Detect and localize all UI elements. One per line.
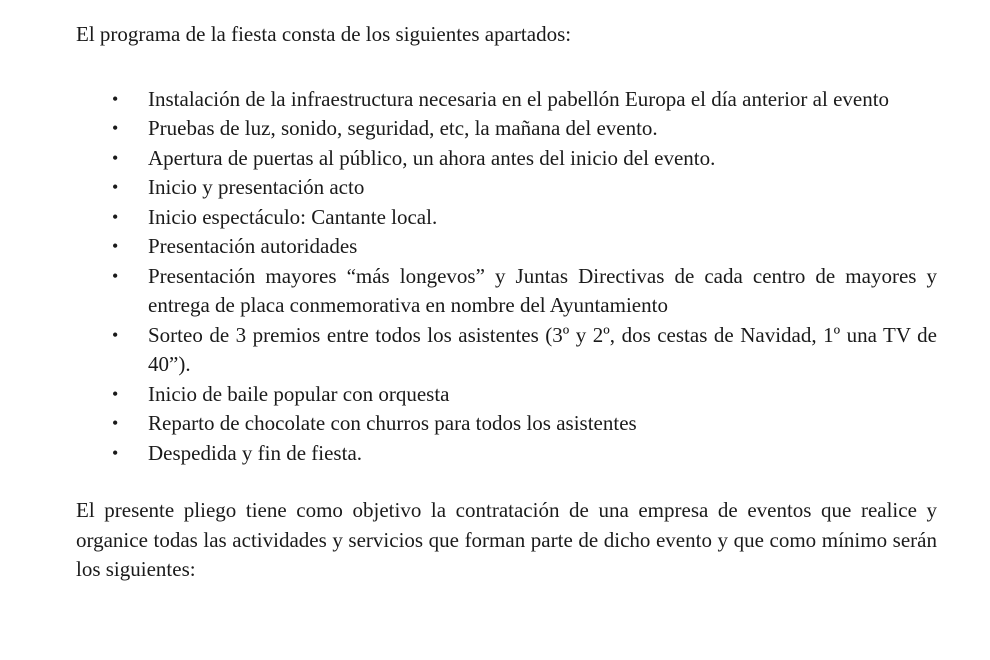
bullet-icon: • [112, 383, 119, 404]
list-item [76, 144, 937, 174]
outro-paragraph: El presente pliego tiene como objetivo la contratación de una empresa de eventos que realice y organice todas las actividades y servicios que forman parte de dicho evento y que como mínimo serán los siguientes: [76, 498, 937, 581]
bullet-icon: • [112, 177, 119, 197]
bullet-icon: • [112, 265, 119, 286]
bullet-icon: • [112, 324, 119, 345]
list-item [76, 321, 937, 380]
list-item [76, 114, 937, 144]
list-item-text: Despedida y fin de fiesta. [148, 440, 363, 465]
bullet-icon: • [112, 413, 119, 433]
bullet-icon: • [112, 206, 119, 227]
bullet-icon: • [112, 118, 119, 138]
document-page [76, 20, 937, 585]
bullet-icon: • [112, 147, 119, 168]
list-item-text: Inicio y presentación acto [148, 175, 365, 199]
list-item-text: Presentación mayores “más longevos” y Juntas Directivas de cada centro de mayores y entrega de placa conmemorativa en nombre del Ayuntamiento [148, 263, 937, 317]
list-item [76, 409, 937, 439]
list-item-text: Apertura de puertas al público, un ahora antes del inicio del evento. [148, 145, 716, 170]
list-item [76, 85, 937, 115]
list-item [76, 203, 937, 233]
list-item [76, 173, 937, 203]
list-item-text: Reparto de chocolate con churros para todos los asistentes [148, 411, 637, 435]
list-item [76, 439, 937, 469]
program-list [76, 85, 937, 469]
list-item [76, 380, 937, 410]
list-item [76, 262, 937, 321]
list-item-text: Pruebas de luz, sonido, seguridad, etc, la mañana del evento. [148, 116, 658, 140]
list-item-text: Inicio espectáculo: Cantante local. [148, 204, 438, 229]
bullet-icon: • [112, 442, 119, 463]
list-item-text: Sorteo de 3 premios entre todos los asistentes (3º y 2º, dos cestas de Navidad, 1º una TV de 40”). [148, 322, 937, 376]
bullet-icon: • [112, 236, 119, 256]
list-item [76, 232, 937, 262]
bullet-icon: • [112, 88, 119, 109]
intro-paragraph: El programa de la fiesta consta de los siguientes apartados: [76, 22, 572, 46]
list-item-text: Presentación autoridades [148, 234, 358, 258]
list-item-text: Instalación de la infraestructura necesaria en el pabellón Europa el día anterior al evento [148, 86, 890, 111]
list-item-text: Inicio de baile popular con orquesta [148, 381, 450, 406]
